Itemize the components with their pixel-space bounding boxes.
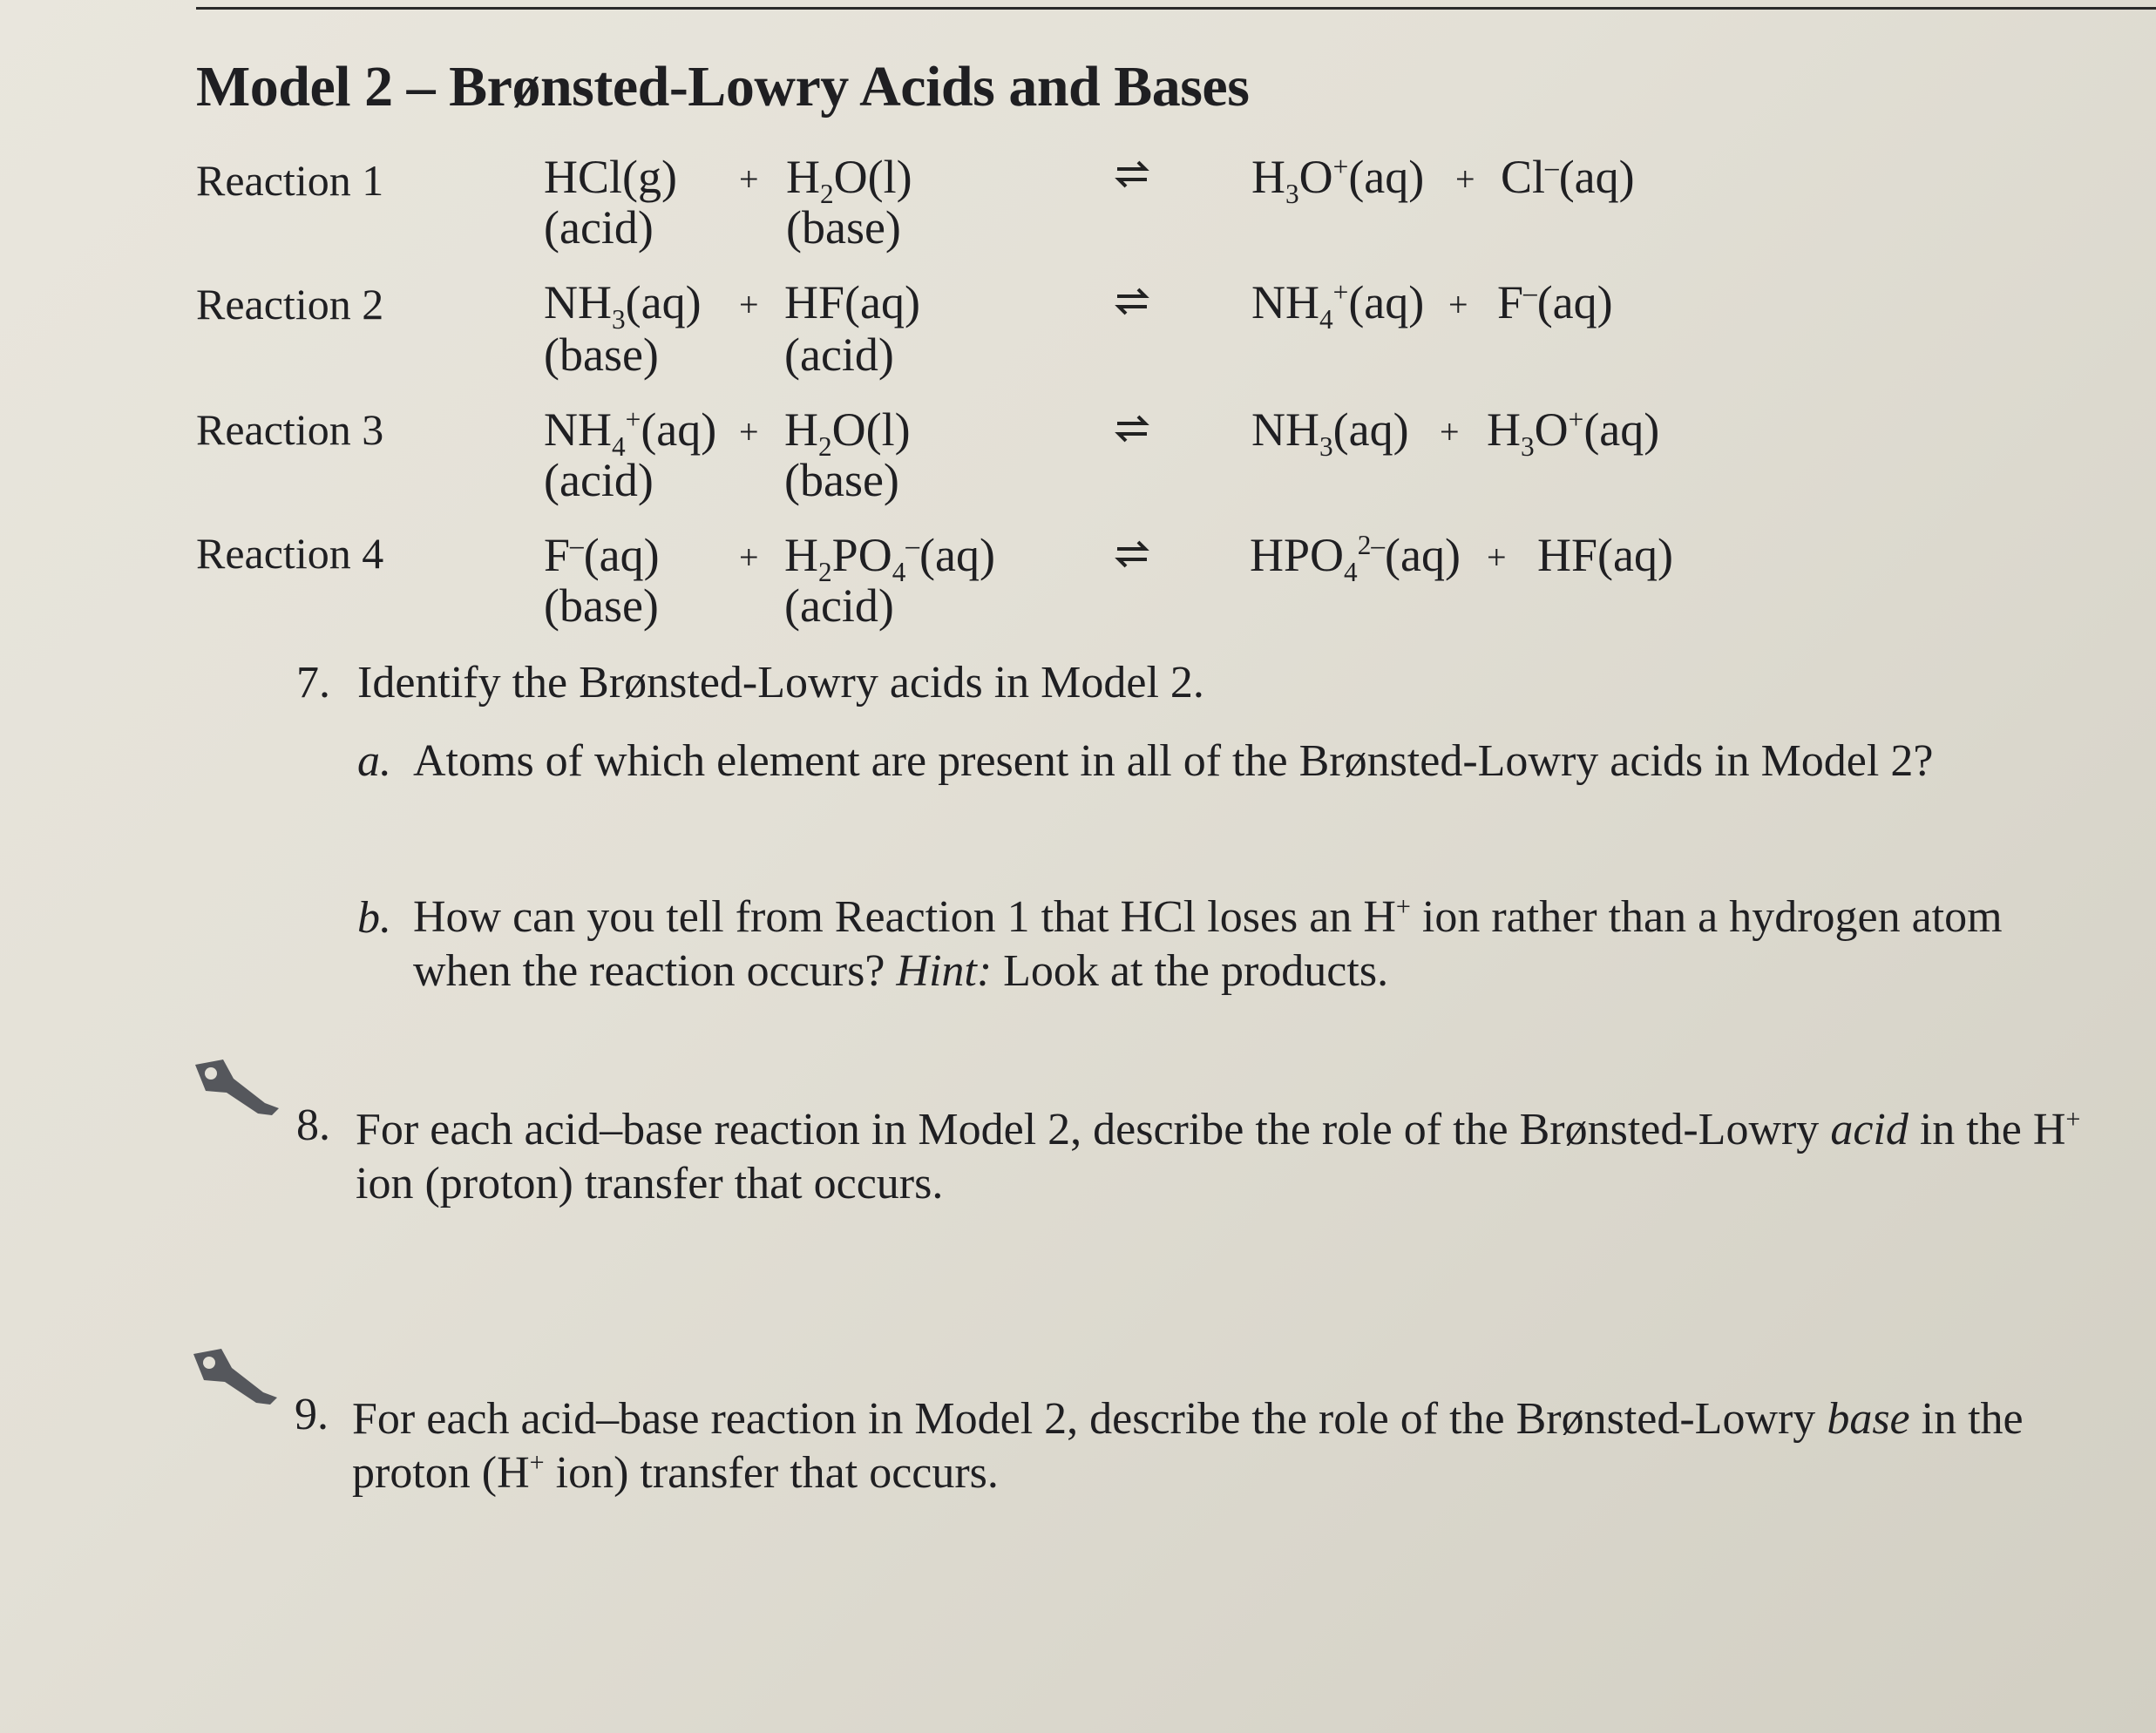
- plus-sign: +: [1487, 538, 1507, 577]
- reaction-1-product-2: Cl–(aq): [1501, 151, 1635, 203]
- reaction-2-reactant-1: $NH_3(aq)$: [544, 276, 702, 335]
- question-9-text: For each acid–base reaction in Model 2, describe the role of the Brønsted-Lowry base in the proton (H+ ion) transfer that occurs.: [352, 1394, 2024, 1498]
- plus-sign: +: [739, 285, 759, 324]
- reaction-1-reactant-1: HCl(g): [544, 151, 677, 203]
- key-icon: [188, 1053, 284, 1131]
- reaction-1-reactant-1-role: (acid): [544, 201, 654, 254]
- reaction-2-label: Reaction 2: [196, 280, 384, 328]
- top-rule: [196, 7, 2156, 10]
- plus-sign: +: [739, 538, 759, 577]
- question-7a-letter: a.: [357, 736, 391, 786]
- equilibrium-arrow-icon: [1114, 537, 1150, 572]
- plus-sign: +: [1455, 159, 1475, 199]
- question-8-text: For each acid–base reaction in Model 2, describe the role of the Brønsted-Lowry acid in the H+ ion (proton) transfer that occurs.: [356, 1104, 2081, 1208]
- question-7-number: 7.: [296, 658, 330, 707]
- reaction-3-product-1: $NH_3(aq)$: [1251, 403, 1409, 462]
- reaction-1-reactant-2-role: (base): [786, 201, 901, 254]
- reaction-2-reactant-2: HF(aq): [784, 276, 920, 328]
- reaction-3-reactant-2-role: (base): [784, 454, 899, 506]
- reaction-2-reactant-2-role: (acid): [784, 328, 894, 381]
- reaction-2-product-1: $NH_4^+(aq)$: [1251, 276, 1425, 335]
- plus-sign: +: [1448, 285, 1468, 324]
- page-title: Model 2 – Brønsted-Lowry Acids and Bases: [196, 55, 1250, 118]
- reaction-1-product-1: $H_3O^+(aq)$: [1251, 151, 1425, 209]
- question-8-number: 8.: [296, 1100, 330, 1150]
- question-7b-letter: b.: [357, 893, 391, 943]
- reaction-2-product-2: F–(aq): [1497, 276, 1613, 328]
- reaction-3-reactant-1: $NH_4^+(aq)$: [544, 403, 717, 462]
- plus-sign: +: [739, 159, 759, 199]
- reaction-3-reactant-2: $H_2O(l)$: [784, 403, 911, 462]
- reaction-4-reactant-2: $H_2PO_4^-(aq)$: [784, 529, 995, 587]
- question-7-text: Identify the Brønsted-Lowry acids in Model 2.: [357, 658, 1204, 707]
- reaction-4-reactant-1: F–(aq): [544, 529, 660, 581]
- reaction-4-reactant-2-role: (acid): [784, 579, 894, 632]
- reaction-1-reactant-2: $H_2O(l)$: [786, 151, 912, 209]
- reaction-3-reactant-1-role: (acid): [544, 454, 654, 506]
- equilibrium-arrow-icon: [1114, 157, 1150, 192]
- reaction-4-product-1: $HPO_4^{2-}(aq)$: [1250, 529, 1461, 587]
- question-9-number: 9.: [295, 1390, 329, 1439]
- equilibrium-arrow-icon: [1114, 411, 1150, 446]
- reaction-4-reactant-1-role: (base): [544, 579, 659, 632]
- reaction-3-product-2: $H_3O^+(aq)$: [1487, 403, 1660, 462]
- reaction-2-reactant-1-role: (base): [544, 328, 659, 381]
- reaction-1-label: Reaction 1: [196, 156, 384, 205]
- plus-sign: +: [1440, 412, 1460, 451]
- question-7b-text: How can you tell from Reaction 1 that HCl loses an H+ ion rather than a hydrogen atom when the reaction occurs? Hint: Look at the products.: [413, 891, 2003, 996]
- equilibrium-arrow-icon: [1114, 284, 1150, 319]
- reaction-4-product-2: HF(aq): [1537, 529, 1673, 581]
- reaction-3-label: Reaction 3: [196, 405, 384, 454]
- plus-sign: +: [739, 412, 759, 451]
- reaction-4-label: Reaction 4: [196, 529, 384, 578]
- key-icon: [186, 1342, 282, 1420]
- question-7a-text: Atoms of which element are present in all of the Brønsted-Lowry acids in Model 2?: [413, 736, 1934, 786]
